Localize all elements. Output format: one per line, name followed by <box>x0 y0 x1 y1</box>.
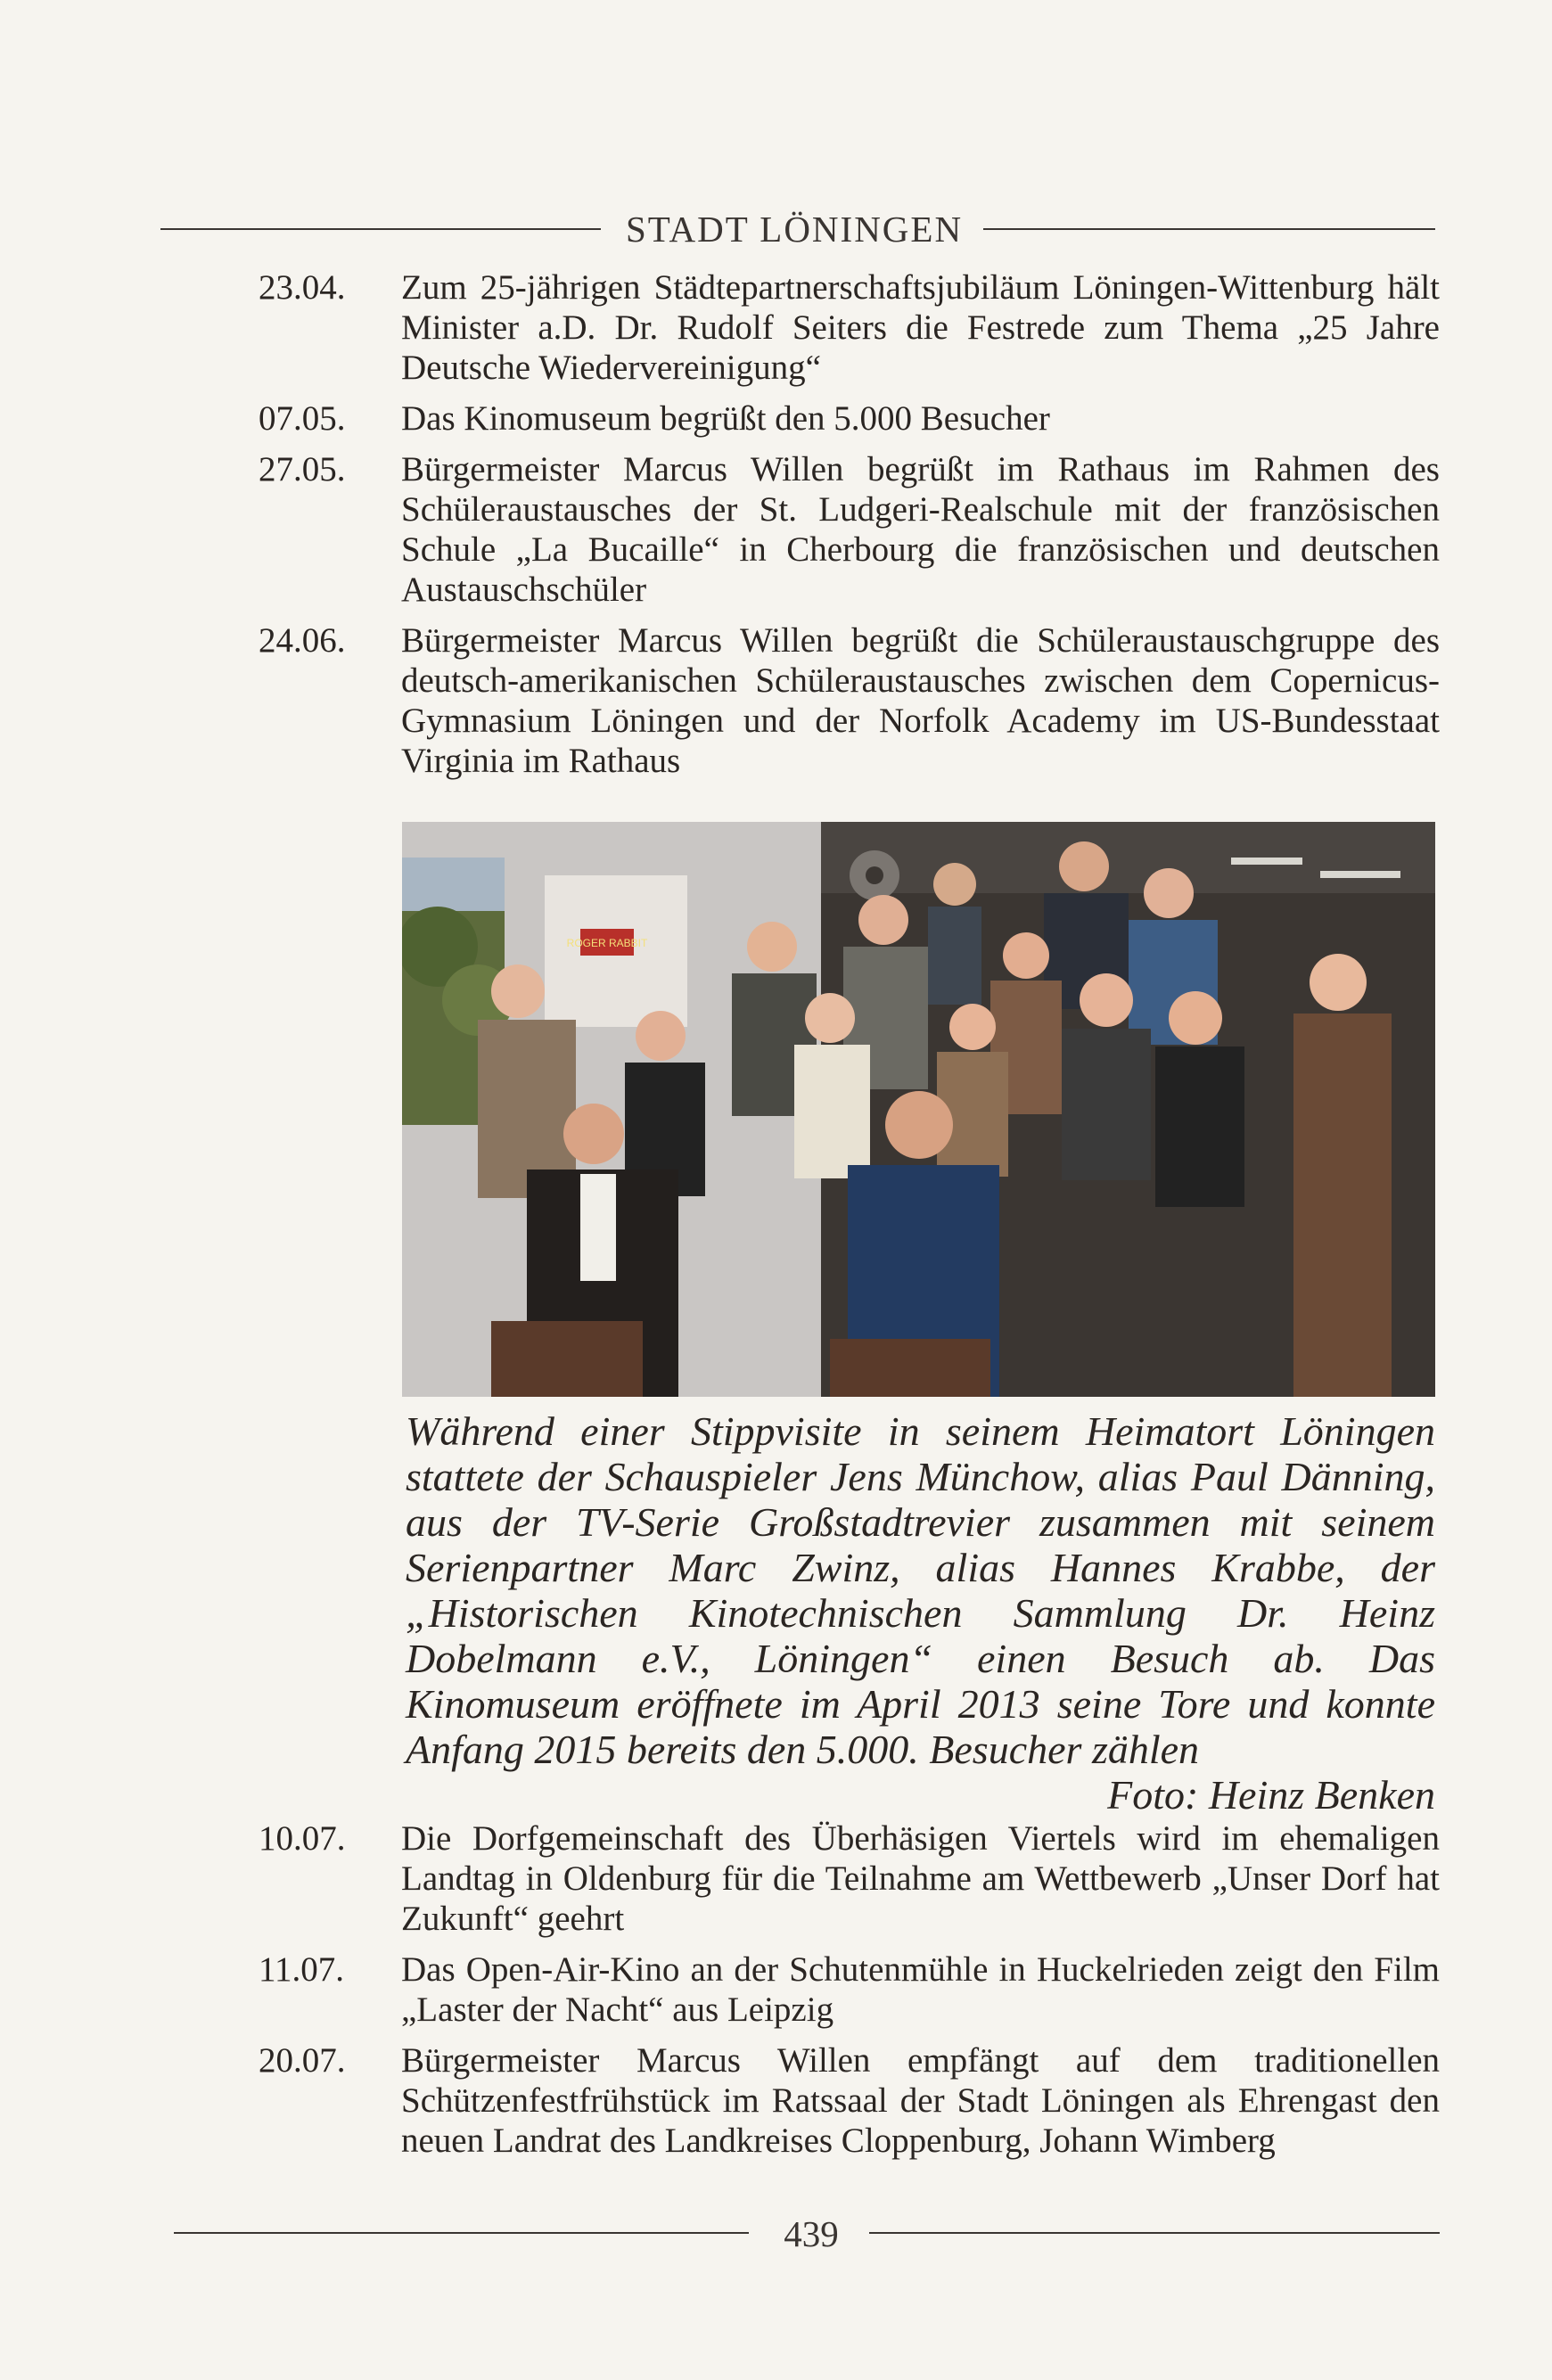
footer-rule-right <box>869 2232 1440 2234</box>
page-footer <box>174 2212 1440 2257</box>
page-header <box>160 203 1435 257</box>
entry-text: Bürgermeister Marcus Willen empfängt auf dem traditionellen Schützenfestfrühstück im Ratssaal der Stadt Löningen als Ehrengast den neuen Landrat des Landkreises Cloppenburg, Johann Wimberg <box>401 2041 1440 2160</box>
chronicle-entry <box>259 2040 1440 2161</box>
chronicle-entry <box>259 620 1440 781</box>
entry-date: 23.04. <box>259 268 346 307</box>
entry-text: Bürgermeister Marcus Willen begrüßt im Rathaus im Rahmen des Schüleraustausches der St. Ludgeri-Realschule mit der französischen Schule „La Bucaille“ in Cherbourg die französischen und deutschen Austauschschüler <box>401 450 1440 609</box>
entry-text: Bürgermeister Marcus Willen begrüßt die Schüleraustauschgruppe des deutsch-amerikanischen Schüleraustausches zwischen dem Copernicus-Gymnasium Löningen und der Norfolk Academy im US-Bundesstaat Virginia im Rathaus <box>401 621 1440 780</box>
poster-text: ROGER RABBIT <box>566 937 648 949</box>
chronicle-entry <box>259 267 1440 388</box>
photo-credit: Foto: Heinz Benken <box>1107 1772 1435 1818</box>
entry-text: Die Dorfgemeinschaft des Überhäsigen Viertels wird im ehemaligen Landtag in Oldenburg für die Teilnahme am Wettbewerb „Unser Dorf hat Zukunft“ geehrt <box>401 1819 1440 1938</box>
running-title: STADT LÖNINGEN <box>625 209 964 250</box>
header-rule-left <box>160 228 601 230</box>
footer-rule-left <box>174 2232 749 2234</box>
chronicle-entries-continued <box>259 1818 1440 2171</box>
entry-text: Zum 25-jährigen Städtepartnerschaftsjubiläum Löningen-Wittenburg hält Minister a.D. Dr. Rudolf Seiters die Festrede zum Thema „25 Jahre Deutsche Wiedervereinigung“ <box>401 268 1440 387</box>
group-photo <box>402 822 1435 1397</box>
person <box>928 863 981 1005</box>
entry-date: 24.06. <box>259 621 346 660</box>
entry-date: 20.07. <box>259 2041 346 2080</box>
entry-date: 27.05. <box>259 450 346 488</box>
photo-caption <box>406 1408 1435 1818</box>
entry-date: 10.07. <box>259 1819 346 1858</box>
chronicle-entry <box>259 1818 1440 1939</box>
chronicle-entries <box>259 267 1440 792</box>
person <box>1293 954 1392 1397</box>
entry-date: 07.05. <box>259 399 346 438</box>
chronicle-entry <box>259 449 1440 610</box>
entry-date: 11.07. <box>259 1950 345 1989</box>
page-number: 439 <box>784 2213 839 2254</box>
entry-text: Das Open-Air-Kino an der Schutenmühle in Huckelrieden zeigt den Film „Laster der Nacht“ aus Leipzig <box>401 1950 1440 2029</box>
chronicle-entry <box>259 398 1440 439</box>
caption-text: Während einer Stippvisite in seinem Heimatort Löningen stattete der Schauspieler Jens Münchow, alias Paul Dänning, aus der TV-Serie Großstadtrevier zusammen mit seinem Serienpartner Marc Zwinz, alias Hannes Krabbe, der „Historischen Kinotechnischen Sammlung Dr. Heinz Dobelmann e.V., Löningen“ einen Besuch ab. Das Kinomuseum eröffnete im April 2013 seine Tore und konnte Anfang 2015 bereits den 5.000. Besucher zählen <box>406 1408 1435 1772</box>
header-rule-right <box>983 228 1435 230</box>
chronicle-entry <box>259 1949 1440 2030</box>
entry-text: Das Kinomuseum begrüßt den 5.000 Besucher <box>401 399 1050 438</box>
